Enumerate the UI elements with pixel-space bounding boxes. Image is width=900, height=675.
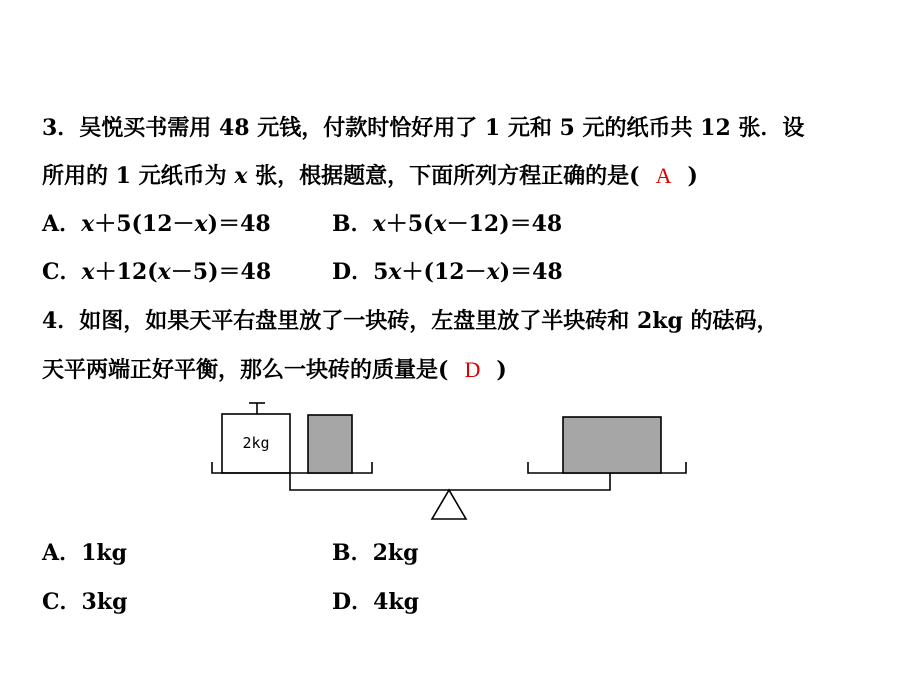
q4-option-d-label: D．: [332, 589, 374, 615]
q4-answer: D: [464, 357, 481, 382]
q3-option-a-label: A．: [42, 211, 82, 237]
q4-option-b-label: B．: [332, 540, 373, 566]
q3-line-1: 3．吴悦买书需用 48 元钱，付款时恰好用了 1 元和 5 元的纸币共 12 张．设: [42, 115, 805, 141]
q3-option-c-label: C．: [42, 259, 82, 285]
fulcrum: [432, 490, 466, 519]
q4-option-d: [332, 587, 419, 617]
q4-option-b: [332, 538, 419, 568]
q3-line-2-before: 所用的 1 元纸币为: [42, 163, 227, 189]
q3-option-d-label: D．: [332, 259, 374, 285]
q4-option-b-text: 2kg: [372, 540, 419, 566]
q4-option-c: [42, 587, 127, 617]
q3-line-2-after: 张，根据题意，下面所列方程正确的是(: [255, 163, 640, 189]
q3-answer: A: [655, 163, 672, 188]
weight-label: 2kg: [242, 434, 270, 452]
q4-option-a-label: A．: [42, 540, 82, 566]
q4-line-2-text: 天平两端正好平衡，那么一块砖的质量是(: [42, 357, 449, 383]
q3-close-paren: ): [687, 163, 698, 189]
q3-option-a-text: x＋5(12－x)＝48: [81, 211, 271, 237]
half-brick: [308, 415, 352, 473]
q4-line-1: 4．如图，如果天平右盘里放了一块砖，左盘里放了半块砖和 2kg 的砝码，: [42, 308, 779, 334]
q3-variable: x: [234, 163, 248, 189]
q3-option-c-text: x＋12(x－5)＝48: [81, 259, 272, 285]
q4-option-a: [42, 538, 127, 568]
q4-close-paren: ): [496, 357, 507, 383]
q3-option-b-label: B．: [332, 211, 373, 237]
full-brick: [563, 417, 661, 473]
q4-option-c-label: C．: [42, 589, 82, 615]
q4-option-a-text: 1kg: [81, 540, 128, 566]
q4-option-d-text: 4kg: [373, 589, 420, 615]
q4-option-c-text: 3kg: [81, 589, 128, 615]
q3-option-b-text: x＋5(x－12)＝48: [372, 211, 563, 237]
scale-beam: [290, 473, 610, 490]
q3-option-d-text: 5x＋(12－x)＝48: [373, 259, 563, 285]
